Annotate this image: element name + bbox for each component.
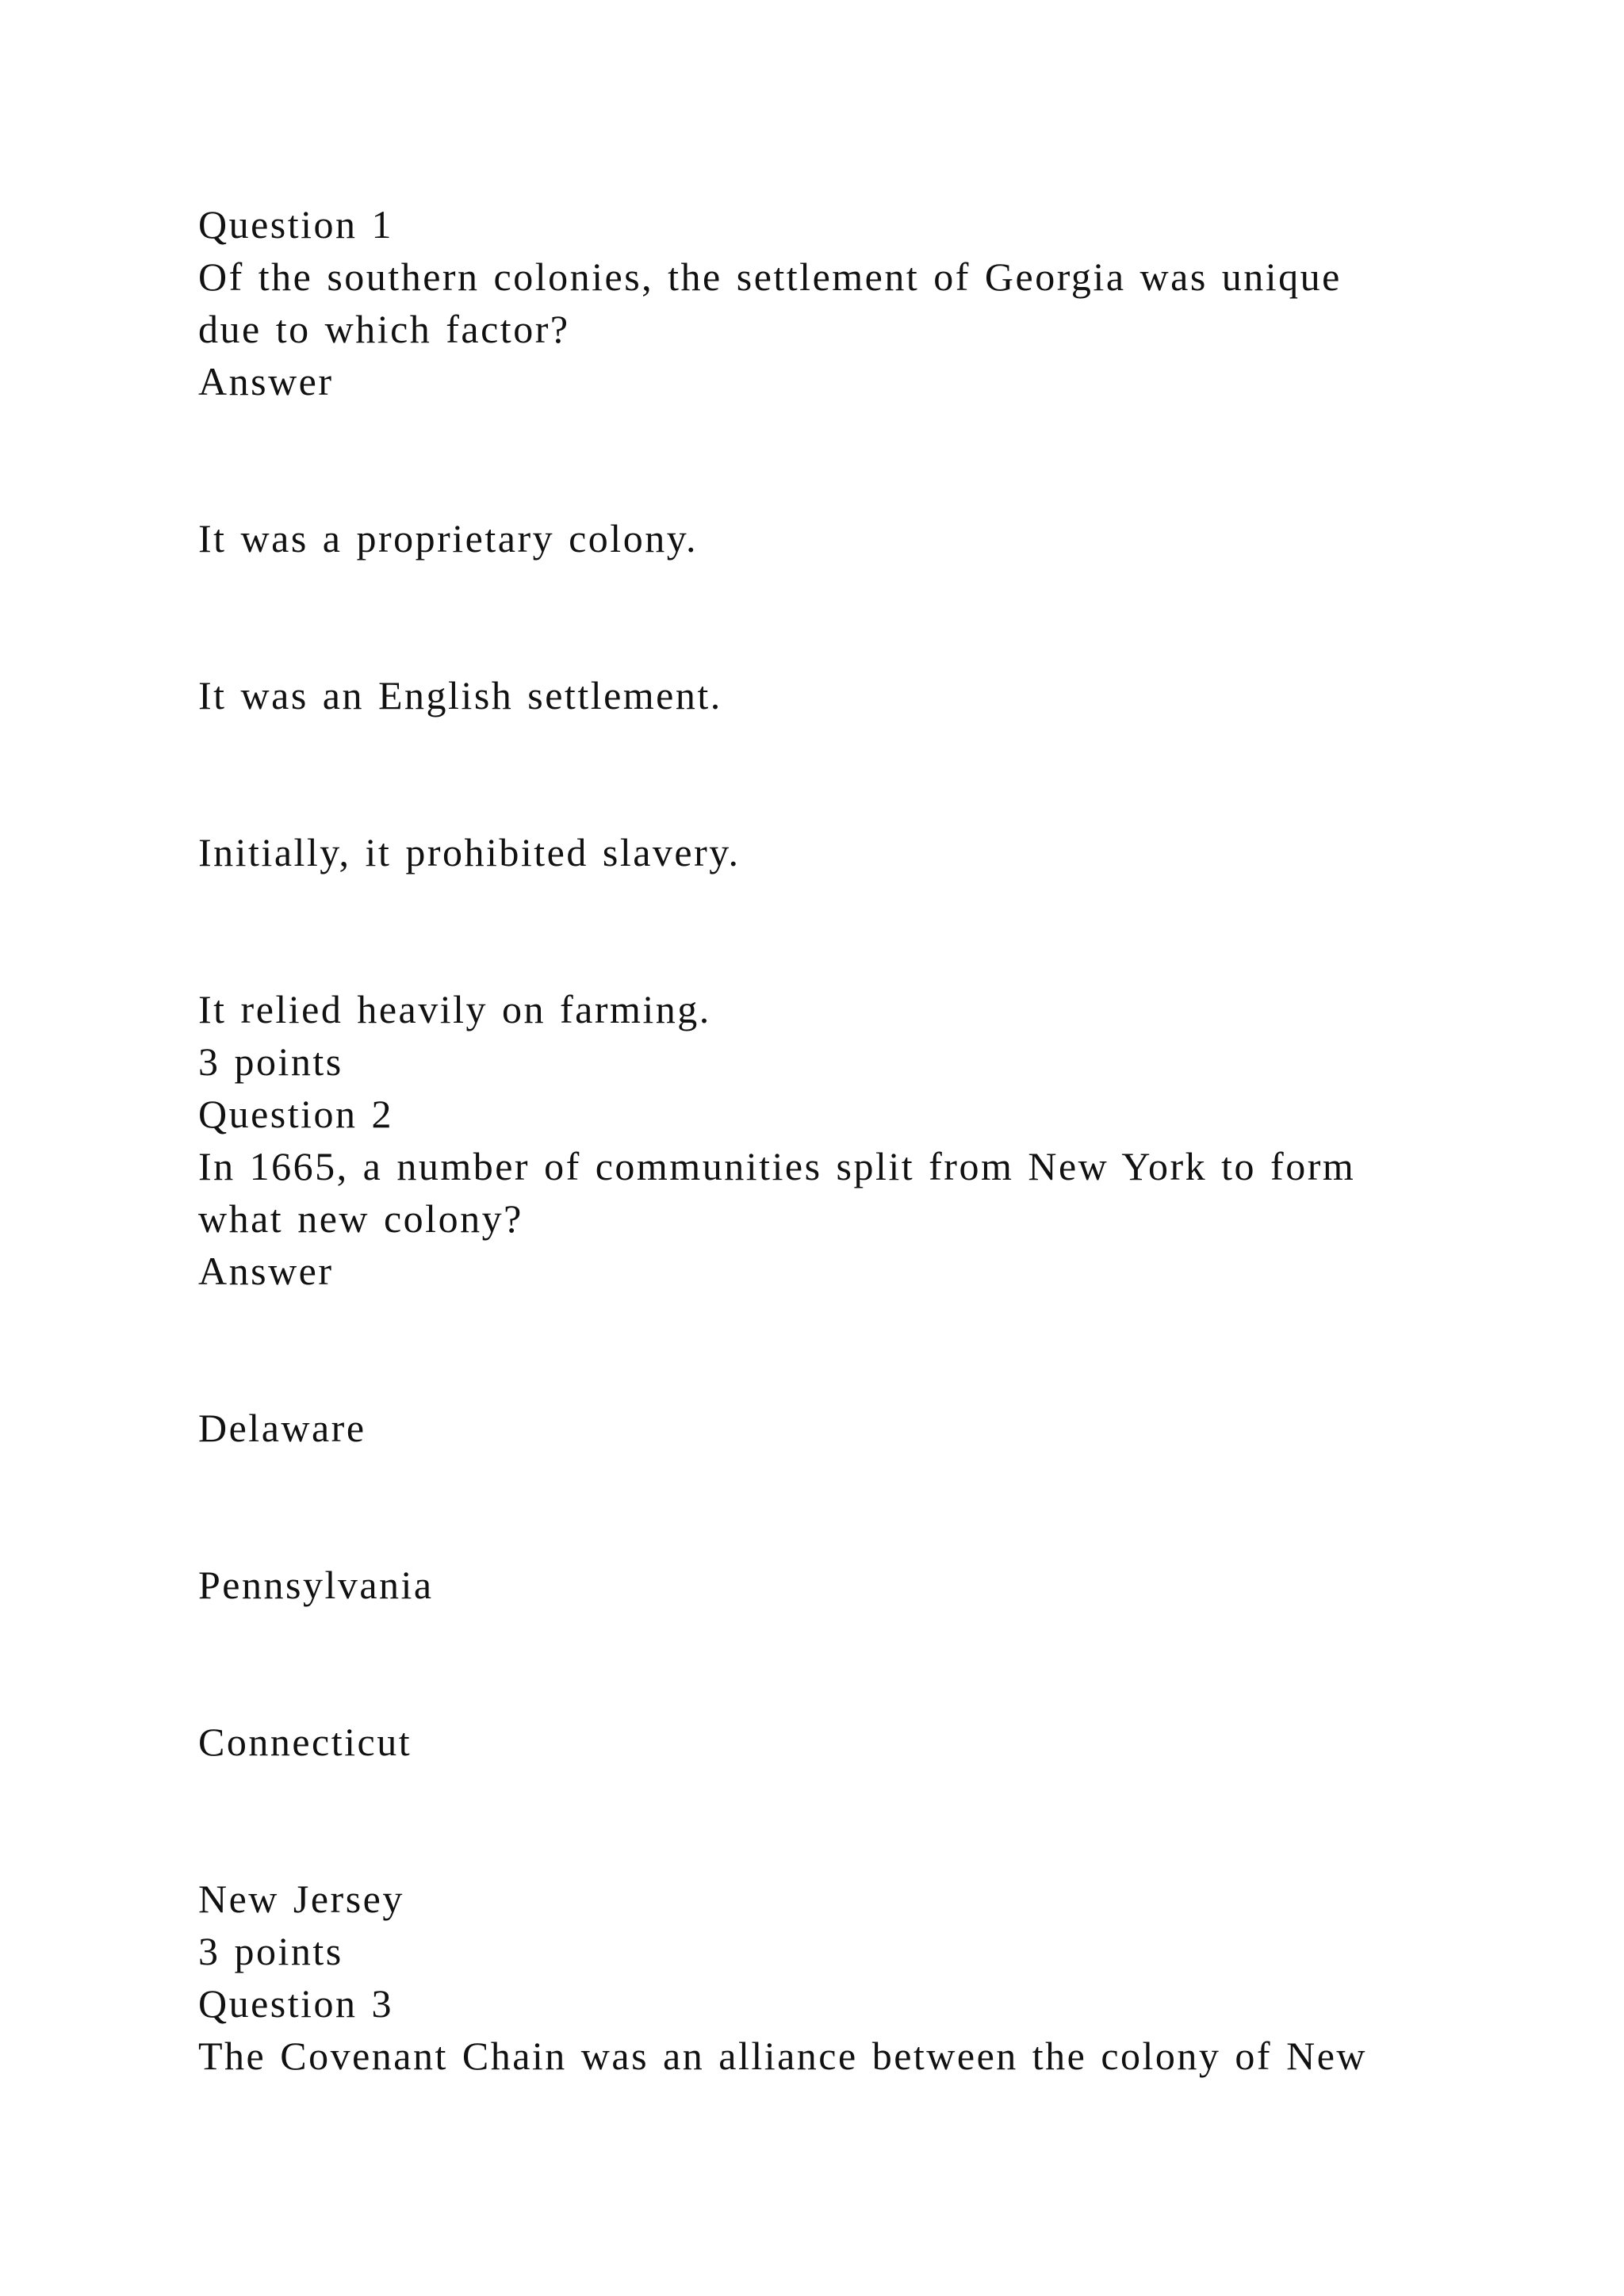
question-1-option-3: Initially, it prohibited slavery. — [198, 830, 741, 874]
question-2-prompt-line-1: In 1665, a number of communities split from New York to form — [198, 1144, 1356, 1188]
question-2-heading: Question 2 — [198, 1092, 394, 1136]
question-1-option-1: It was a proprietary colony. — [198, 516, 698, 561]
question-1-option-2: It was an English settlement. — [198, 673, 722, 718]
question-1-prompt-line-1: Of the southern colonies, the settlement of Georgia was unique — [198, 254, 1342, 299]
question-2-points: 3 points — [198, 1929, 343, 1973]
question-1-answer-label: Answer — [198, 359, 334, 404]
question-1-prompt-line-2: due to which factor? — [198, 307, 570, 351]
question-1-heading: Question 1 — [198, 202, 394, 247]
question-3-heading: Question 3 — [198, 1981, 394, 2026]
question-2-option-2: Pennsylvania — [198, 1563, 434, 1607]
question-3-prompt-line-1: The Covenant Chain was an alliance between the colony of New — [198, 2034, 1367, 2078]
question-2-option-3: Connecticut — [198, 1720, 412, 1764]
question-2-option-4: New Jersey — [198, 1877, 404, 1921]
question-2-answer-label: Answer — [198, 1249, 334, 1293]
question-2-prompt-line-2: what new colony? — [198, 1196, 523, 1241]
question-2-option-1: Delaware — [198, 1406, 366, 1450]
question-1-option-4: It relied heavily on farming. — [198, 987, 711, 1031]
question-1-points: 3 points — [198, 1039, 343, 1084]
